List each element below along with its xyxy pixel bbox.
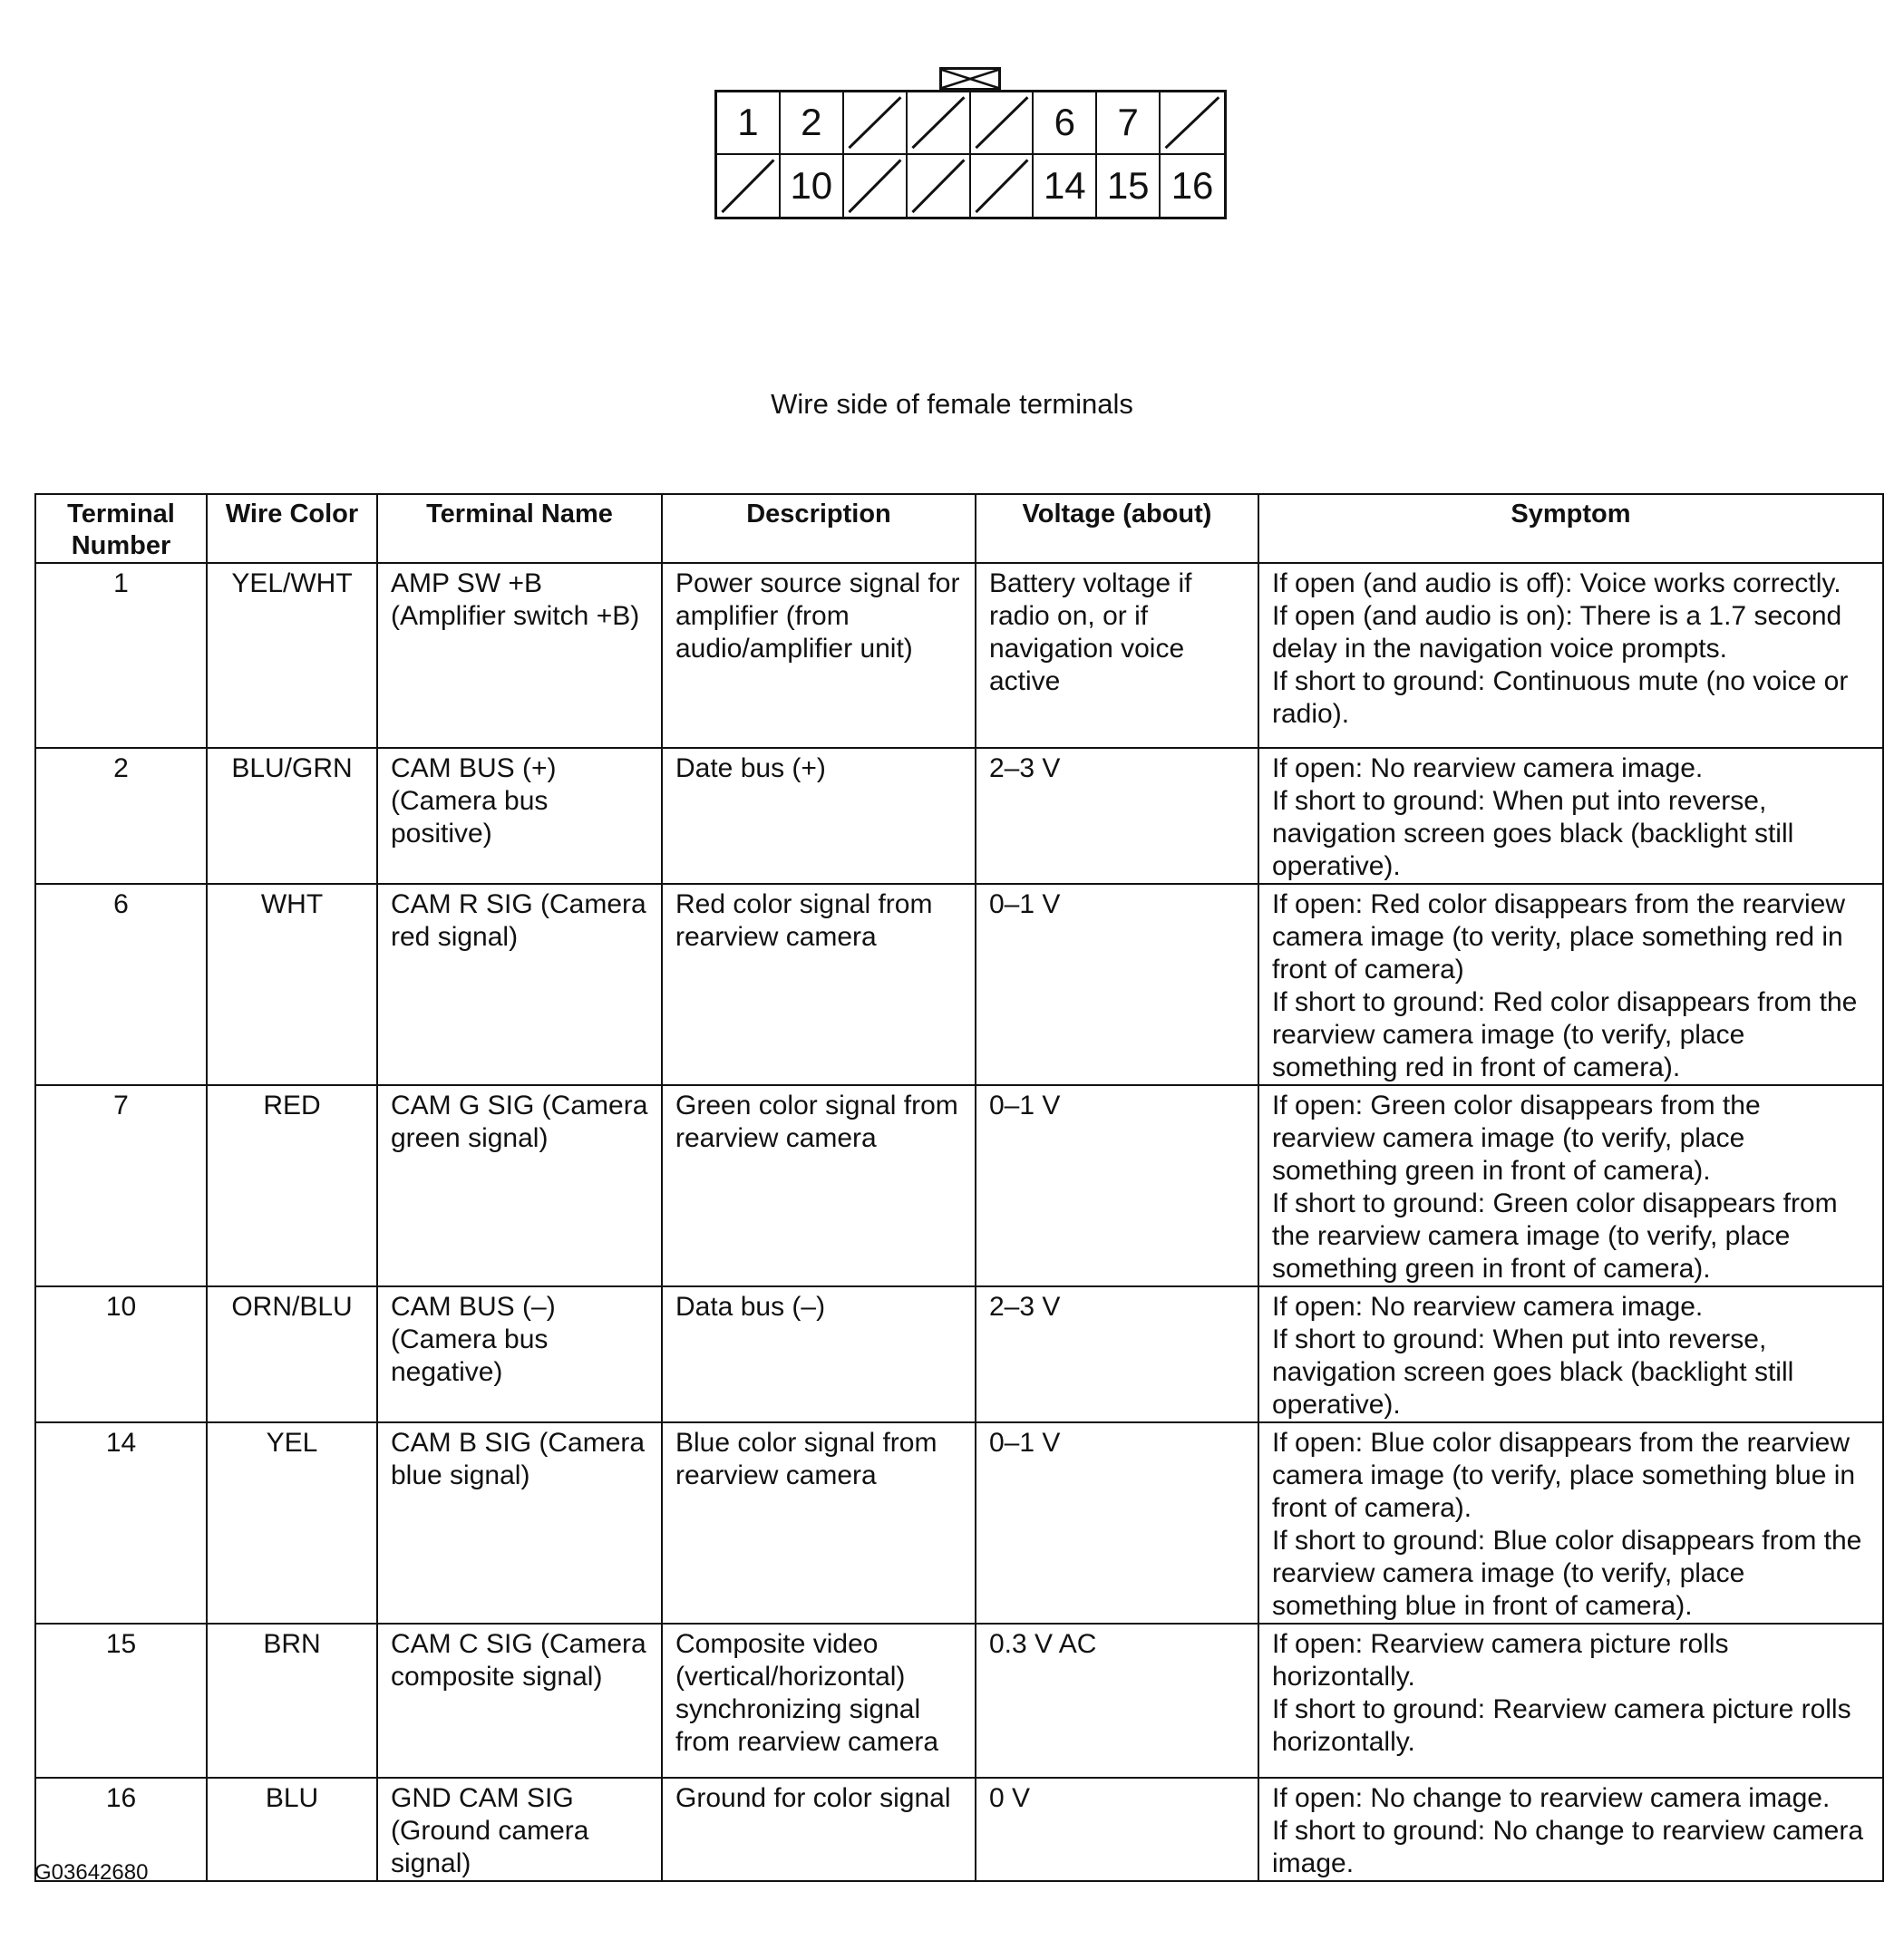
description-cell: Data bus (–) xyxy=(662,1286,976,1422)
description-cell: Red color signal from rearview camera xyxy=(662,884,976,1085)
figure-id: G03642680 xyxy=(34,1860,149,1885)
description-cell: Date bus (+) xyxy=(662,748,976,884)
symptom-cell xyxy=(1258,1778,1883,1881)
voltage-cell: Battery voltage if radio on, or if navigation voice active xyxy=(976,563,1258,748)
slash-icon xyxy=(1161,92,1224,153)
symptom-line: If open (and audio is off): Voice works correctly. xyxy=(1272,568,1841,598)
description-cell: Composite video (vertical/horizontal) synchronizing signal from rearview camera xyxy=(662,1624,976,1778)
connector-terminal: 2 xyxy=(781,92,844,155)
table-row xyxy=(35,1422,1883,1624)
symptom-line: If open: No change to rearview camera image. xyxy=(1272,1783,1831,1813)
table-row xyxy=(35,1624,1883,1778)
terminal-name-cell: AMP SW +B (Amplifier switch +B) xyxy=(377,563,662,748)
slash-icon xyxy=(971,92,1033,153)
voltage-cell: 2–3 V xyxy=(976,1286,1258,1422)
slash-icon xyxy=(844,92,906,153)
connector-terminal: 16 xyxy=(1171,163,1214,207)
terminal-name-cell: CAM C SIG (Camera composite signal) xyxy=(377,1624,662,1778)
terminal-number-cell: 10 xyxy=(35,1286,207,1422)
terminal-number-cell: 14 xyxy=(35,1422,207,1624)
slash-icon xyxy=(971,155,1033,218)
symptom-line: If open: Blue color disappears from the rearview camera image (to verify, place something blue in front of camera). xyxy=(1272,1428,1856,1523)
table-row xyxy=(35,748,1883,884)
description-cell: Power source signal for amplifier (from audio/amplifier unit) xyxy=(662,563,976,748)
connector-empty-cavity xyxy=(971,92,1035,155)
table-row xyxy=(35,1085,1883,1286)
symptom-line: If short to ground: Blue color disappears from the rearview camera image (to verify, place something blue in front of camera). xyxy=(1272,1526,1862,1621)
header-description: Description xyxy=(662,494,976,563)
terminal-number-cell: 7 xyxy=(35,1085,207,1286)
symptom-line: If open: Rearview camera picture rolls horizontally. xyxy=(1272,1629,1729,1692)
symptom-line: If open (and audio is on): There is a 1.7 second delay in the navigation voice prompts. xyxy=(1272,601,1842,664)
terminal-name-cell: CAM G SIG (Camera green signal) xyxy=(377,1085,662,1286)
symptom-line: If open: No rearview camera image. xyxy=(1272,753,1704,783)
voltage-cell: 2–3 V xyxy=(976,748,1258,884)
terminal-number-cell: 15 xyxy=(35,1624,207,1778)
header-terminal-number: Terminal Number xyxy=(35,494,207,563)
connector-empty-cavity xyxy=(908,155,971,218)
connector-empty-cavity xyxy=(844,155,908,218)
latch-cross-icon xyxy=(942,70,998,88)
symptom-cell xyxy=(1258,1085,1883,1286)
connector-terminal: 6 xyxy=(1034,92,1097,155)
symptom-line: If short to ground: When put into reverse, navigation screen goes black (backlight still operative). xyxy=(1272,786,1794,881)
voltage-cell: 0–1 V xyxy=(976,1085,1258,1286)
connector-terminal: 15 xyxy=(1097,155,1161,218)
symptom-cell xyxy=(1258,1624,1883,1778)
wire-color-cell: WHT xyxy=(207,884,377,1085)
symptom-line: If short to ground: No change to rearview camera image. xyxy=(1272,1816,1864,1878)
table-row xyxy=(35,884,1883,1085)
table-row xyxy=(35,1286,1883,1422)
description-cell: Green color signal from rearview camera xyxy=(662,1085,976,1286)
wire-color-cell: YEL/WHT xyxy=(207,563,377,748)
terminal-number-cell: 2 xyxy=(35,748,207,884)
voltage-cell: 0–1 V xyxy=(976,1422,1258,1624)
connector-empty-cavity xyxy=(971,155,1035,218)
terminal-number-cell: 16 xyxy=(35,1778,207,1881)
connector-latch xyxy=(939,67,1001,91)
symptom-cell xyxy=(1258,1286,1883,1422)
wire-color-cell: BLU xyxy=(207,1778,377,1881)
symptom-line: If short to ground: Rearview camera picture rolls horizontally. xyxy=(1272,1694,1851,1757)
slash-icon xyxy=(844,155,906,218)
description-cell: Blue color signal from rearview camera xyxy=(662,1422,976,1624)
terminal-number-cell: 6 xyxy=(35,884,207,1085)
symptom-cell xyxy=(1258,884,1883,1085)
symptom-line: If short to ground: When put into reverse, navigation screen goes black (backlight still operative). xyxy=(1272,1324,1794,1420)
wire-color-cell: ORN/BLU xyxy=(207,1286,377,1422)
terminal-name-cell: CAM BUS (+) (Camera bus positive) xyxy=(377,748,662,884)
header-voltage: Voltage (about) xyxy=(976,494,1258,563)
slash-icon xyxy=(908,92,969,153)
connector-empty-cavity xyxy=(1161,92,1224,155)
voltage-cell: 0 V xyxy=(976,1778,1258,1881)
header-wire-color: Wire Color xyxy=(207,494,377,563)
connector-terminal-grid xyxy=(714,90,1227,219)
symptom-cell xyxy=(1258,1422,1883,1624)
wire-color-cell: BRN xyxy=(207,1624,377,1778)
terminal-name-cell: CAM B SIG (Camera blue signal) xyxy=(377,1422,662,1624)
terminal-name-cell: CAM BUS (–) (Camera bus negative) xyxy=(377,1286,662,1422)
terminal-name-cell: GND CAM SIG (Ground camera signal) xyxy=(377,1778,662,1881)
table-header-row xyxy=(35,494,1883,563)
symptom-line: If short to ground: Green color disappears from the rearview camera image (to verify, place something green in front of camera). xyxy=(1272,1188,1838,1284)
connector-empty-cavity xyxy=(844,92,908,155)
voltage-cell: 0–1 V xyxy=(976,884,1258,1085)
connector-empty-cavity xyxy=(908,92,971,155)
description-cell: Ground for color signal xyxy=(662,1778,976,1881)
connector-terminal: 7 xyxy=(1097,92,1161,155)
symptom-line: If open: No rearview camera image. xyxy=(1272,1292,1704,1322)
header-terminal-name: Terminal Name xyxy=(377,494,662,563)
symptom-line: If short to ground: Continuous mute (no voice or radio). xyxy=(1272,666,1849,729)
connector-terminal: 14 xyxy=(1034,155,1097,218)
connector-terminal: 10 xyxy=(781,155,844,218)
symptom-line: If open: Green color disappears from the rearview camera image (to verify, place something green in front of camera). xyxy=(1272,1091,1761,1186)
terminal-name-cell: CAM R SIG (Camera red signal) xyxy=(377,884,662,1085)
table-row xyxy=(35,563,1883,748)
terminal-table xyxy=(34,493,1884,1882)
connector-empty-cavity xyxy=(717,155,781,218)
symptom-line: If open: Red color disappears from the rearview camera image (to verity, place something red in front of camera) xyxy=(1272,889,1845,985)
slash-icon xyxy=(717,155,779,218)
terminal-number-cell: 1 xyxy=(35,563,207,748)
voltage-cell: 0.3 V AC xyxy=(976,1624,1258,1778)
header-symptom: Symptom xyxy=(1258,494,1883,563)
wire-color-cell: BLU/GRN xyxy=(207,748,377,884)
table-row xyxy=(35,1778,1883,1881)
wire-color-cell: RED xyxy=(207,1085,377,1286)
symptom-cell xyxy=(1258,563,1883,748)
slash-icon xyxy=(908,155,969,218)
wire-color-cell: YEL xyxy=(207,1422,377,1624)
connector-terminal: 1 xyxy=(717,92,781,155)
diagram-caption: Wire side of female terminals xyxy=(771,388,1133,420)
symptom-cell xyxy=(1258,748,1883,884)
symptom-line: If short to ground: Red color disappears from the rearview camera image (to verify, place something red in front of camera). xyxy=(1272,987,1858,1082)
